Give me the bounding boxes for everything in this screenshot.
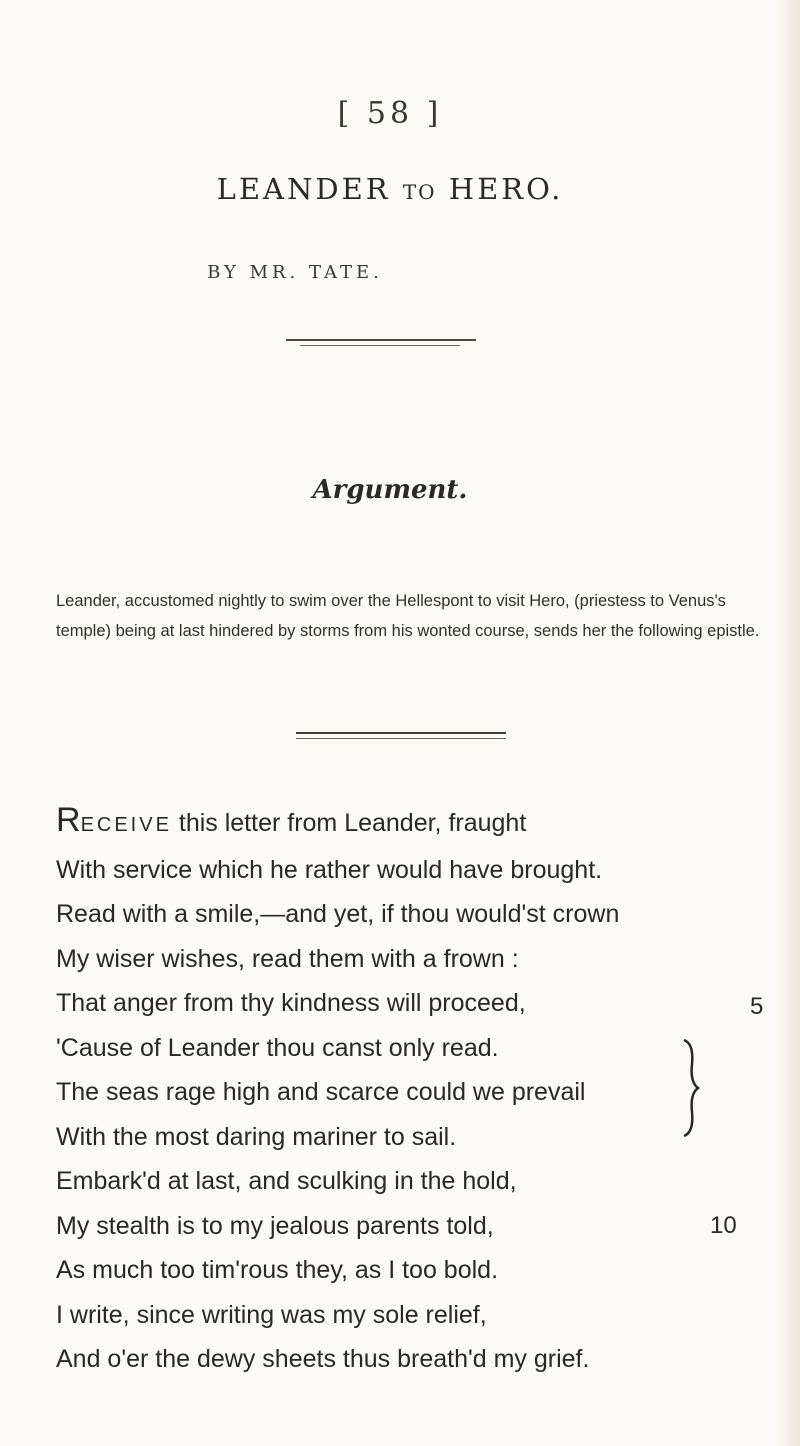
poem-line: Embark'd at last, and sculking in the hold, xyxy=(56,1167,517,1195)
small-caps-word: ECEIVE xyxy=(80,814,172,836)
divider-rule xyxy=(296,732,506,734)
poem-line-text: That anger from thy kindness will proceed, xyxy=(56,989,526,1017)
title-to: TO xyxy=(402,180,437,204)
title-hero: HERO. xyxy=(448,172,564,206)
argument-heading: Argument. xyxy=(312,475,468,505)
poem-line: As much too tim'rous they, as I too bold. xyxy=(56,1256,499,1284)
title-leander: LEANDER xyxy=(216,172,391,206)
page-number: [ 58 ] xyxy=(337,96,443,131)
poem-line xyxy=(56,1204,776,1249)
page-edge-shadow xyxy=(774,0,800,1446)
author-byline: BY MR. TATE. xyxy=(207,262,383,283)
poem-line: I write, since writing was my sole relief, xyxy=(56,1300,487,1329)
poem-line-text: My stealth is to my jealous parents told, xyxy=(56,1211,494,1240)
divider-rule xyxy=(300,345,460,346)
line-number: 5 xyxy=(750,993,764,1020)
poem-line: 'Cause of Leander thou canst only read. xyxy=(56,1033,499,1062)
poem-line: My wiser wishes, read them with a frown : xyxy=(56,944,519,973)
divider-rule xyxy=(296,738,506,739)
poem-line xyxy=(56,981,776,1026)
poem-line: The seas rage high and scarce could we prevail xyxy=(56,1078,586,1106)
poem-title xyxy=(0,172,780,206)
poem-line: Read with a smile,—and yet, if thou would'st crown xyxy=(56,900,620,928)
argument-text: Leander, accustomed nightly to swim over the Hellespont to visit Hero, (priestess to Venus's temple) being at last hindered by storms from his wonted course, sends her the following epistle. xyxy=(56,592,760,640)
poem-line: And o'er the dewy sheets thus breath'd my grief. xyxy=(56,1345,590,1373)
poem-line xyxy=(56,798,776,848)
line-number: 10 xyxy=(710,1211,737,1239)
drop-capital: R xyxy=(56,801,81,839)
poem-line-text: this letter from Leander, fraught xyxy=(171,809,527,837)
triplet-brace-icon xyxy=(680,1038,700,1138)
poem-body xyxy=(56,798,776,1382)
divider-rule xyxy=(286,339,476,341)
poem-line: With service which he rather would have brought. xyxy=(56,855,603,884)
poem-line: With the most daring mariner to sail. xyxy=(56,1122,457,1151)
